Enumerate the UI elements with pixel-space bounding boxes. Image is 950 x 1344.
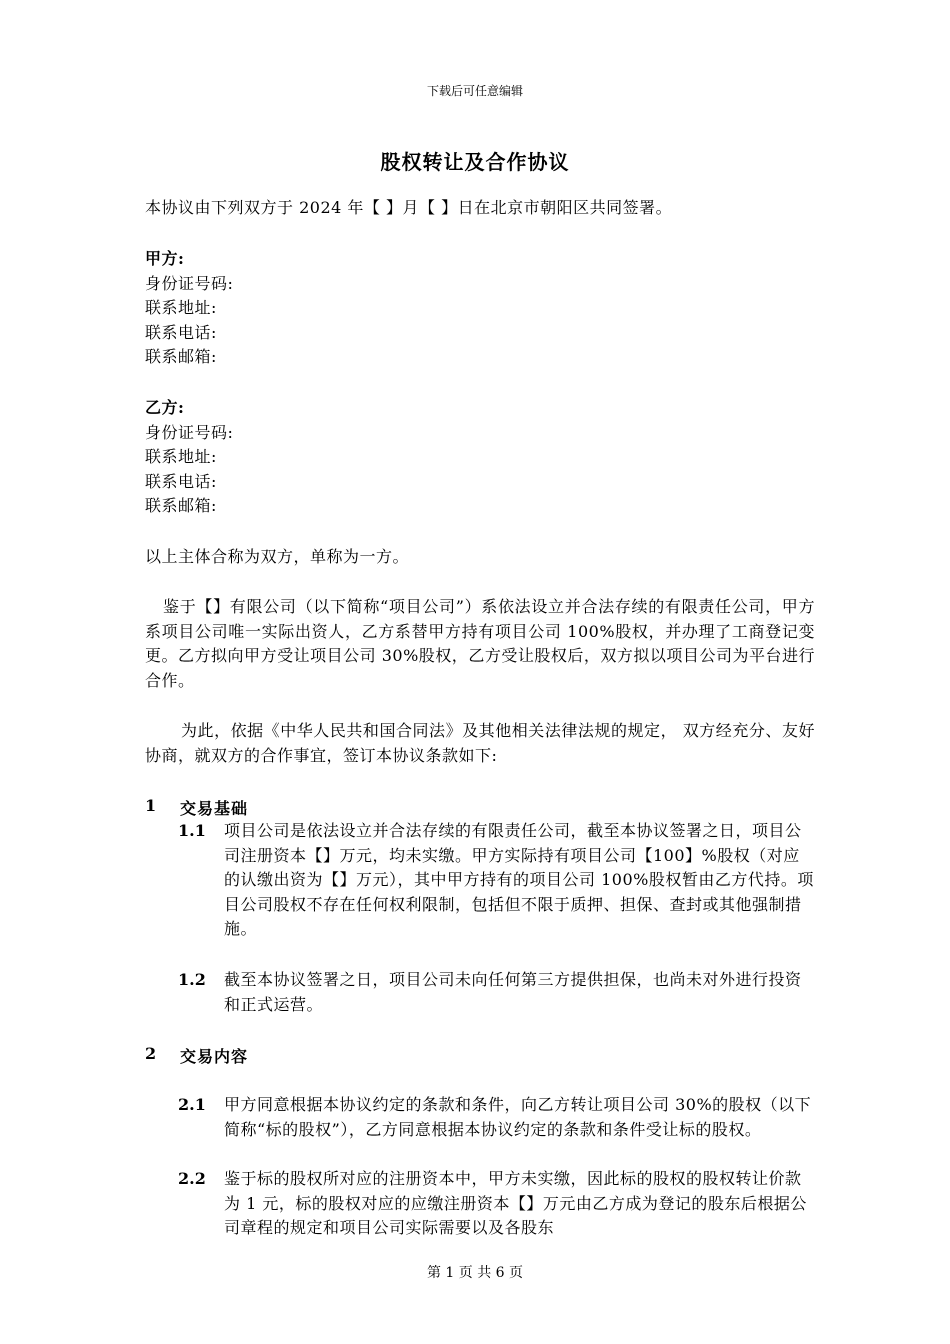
party-b-address-label: 联系地址: — [145, 447, 217, 466]
party-b-id-label: 身份证号码: — [145, 423, 234, 442]
intro-paragraph: 本协议由下列双方于 2024 年【 】月【 】日在北京市朝阳区共同签署。 — [145, 198, 673, 217]
header-note: 下载后可任意编辑 — [426, 84, 523, 98]
clause-1-1-number: 1.1 — [178, 821, 206, 840]
party-a-id-label: 身份证号码: — [145, 274, 234, 293]
party-a-email-label: 联系邮箱: — [145, 347, 217, 366]
party-b-phone-label: 联系电话: — [145, 472, 217, 491]
party-b-email-label: 联系邮箱: — [145, 496, 217, 515]
clause-2-2-text: 鉴于标的股权所对应的注册资本中，甲方未实缴，因此标的股权的股权转让价款为 1 元，标的股权对应的应缴注册资本【】万元由乙方成为登记的股东后根据公司章程的规定和项目公司实际需要以及各股东 — [224, 1169, 807, 1237]
section-1-number: 1 — [145, 796, 157, 815]
party-a-label: 甲方: — [145, 249, 185, 268]
section-1-title: 交易基础 — [180, 799, 249, 818]
clause-2-1-number: 2.1 — [178, 1095, 206, 1114]
clause-2-2-number: 2.2 — [178, 1169, 206, 1188]
recital-paragraph-1: 鉴于【】有限公司（以下简称“项目公司”）系依法设立并合法存续的有限责任公司，甲方系项目公司唯一实际出资人，乙方系替甲方持有项目公司 100%股权，并办理了工商登记变更。乙方拟向甲方受让项目公司 30%股权，乙方受让股权后，双方拟以项目公司为平台进行合作。 — [145, 597, 815, 690]
collective-statement: 以上主体合称为双方，单称为一方。 — [145, 547, 410, 566]
party-a-phone-label: 联系电话: — [145, 323, 217, 342]
document-title: 股权转让及合作协议 — [380, 150, 570, 174]
clause-1-1-text: 项目公司是依法设立并合法存续的有限责任公司，截至本协议签署之日，项目公司注册资本【】万元，均未实缴。甲方实际持有项目公司【100】%股权（对应的认缴出资为【】万元），其中甲方持有的项目公司 100%股权暂由乙方代持。项目公司股权不存在任何权利限制，包括但不限于质押、担保、查封或其他强制措施。 — [224, 821, 814, 938]
clause-2-1-text: 甲方同意根据本协议约定的条款和条件，向乙方转让项目公司 30%的股权（以下简称“标的股权”），乙方同意根据本协议约定的条款和条件受让标的股权。 — [224, 1095, 812, 1139]
recital-paragraph-2: 为此，依据《中华人民共和国合同法》及其他相关法律法规的规定， 双方经充分、友好协商，就双方的合作事宜，签订本协议条款如下: — [145, 721, 815, 765]
party-b-label: 乙方: — [145, 398, 185, 417]
clause-1-2-number: 1.2 — [178, 970, 206, 989]
section-2-title: 交易内容 — [180, 1047, 249, 1066]
section-2-number: 2 — [145, 1044, 157, 1063]
page-footer: 第 1 页 共 6 页 — [426, 1265, 524, 1281]
clause-1-2-text: 截至本协议签署之日，项目公司未向任何第三方提供担保，也尚未对外进行投资和正式运营。 — [224, 970, 802, 1014]
party-a-address-label: 联系地址: — [145, 298, 217, 317]
